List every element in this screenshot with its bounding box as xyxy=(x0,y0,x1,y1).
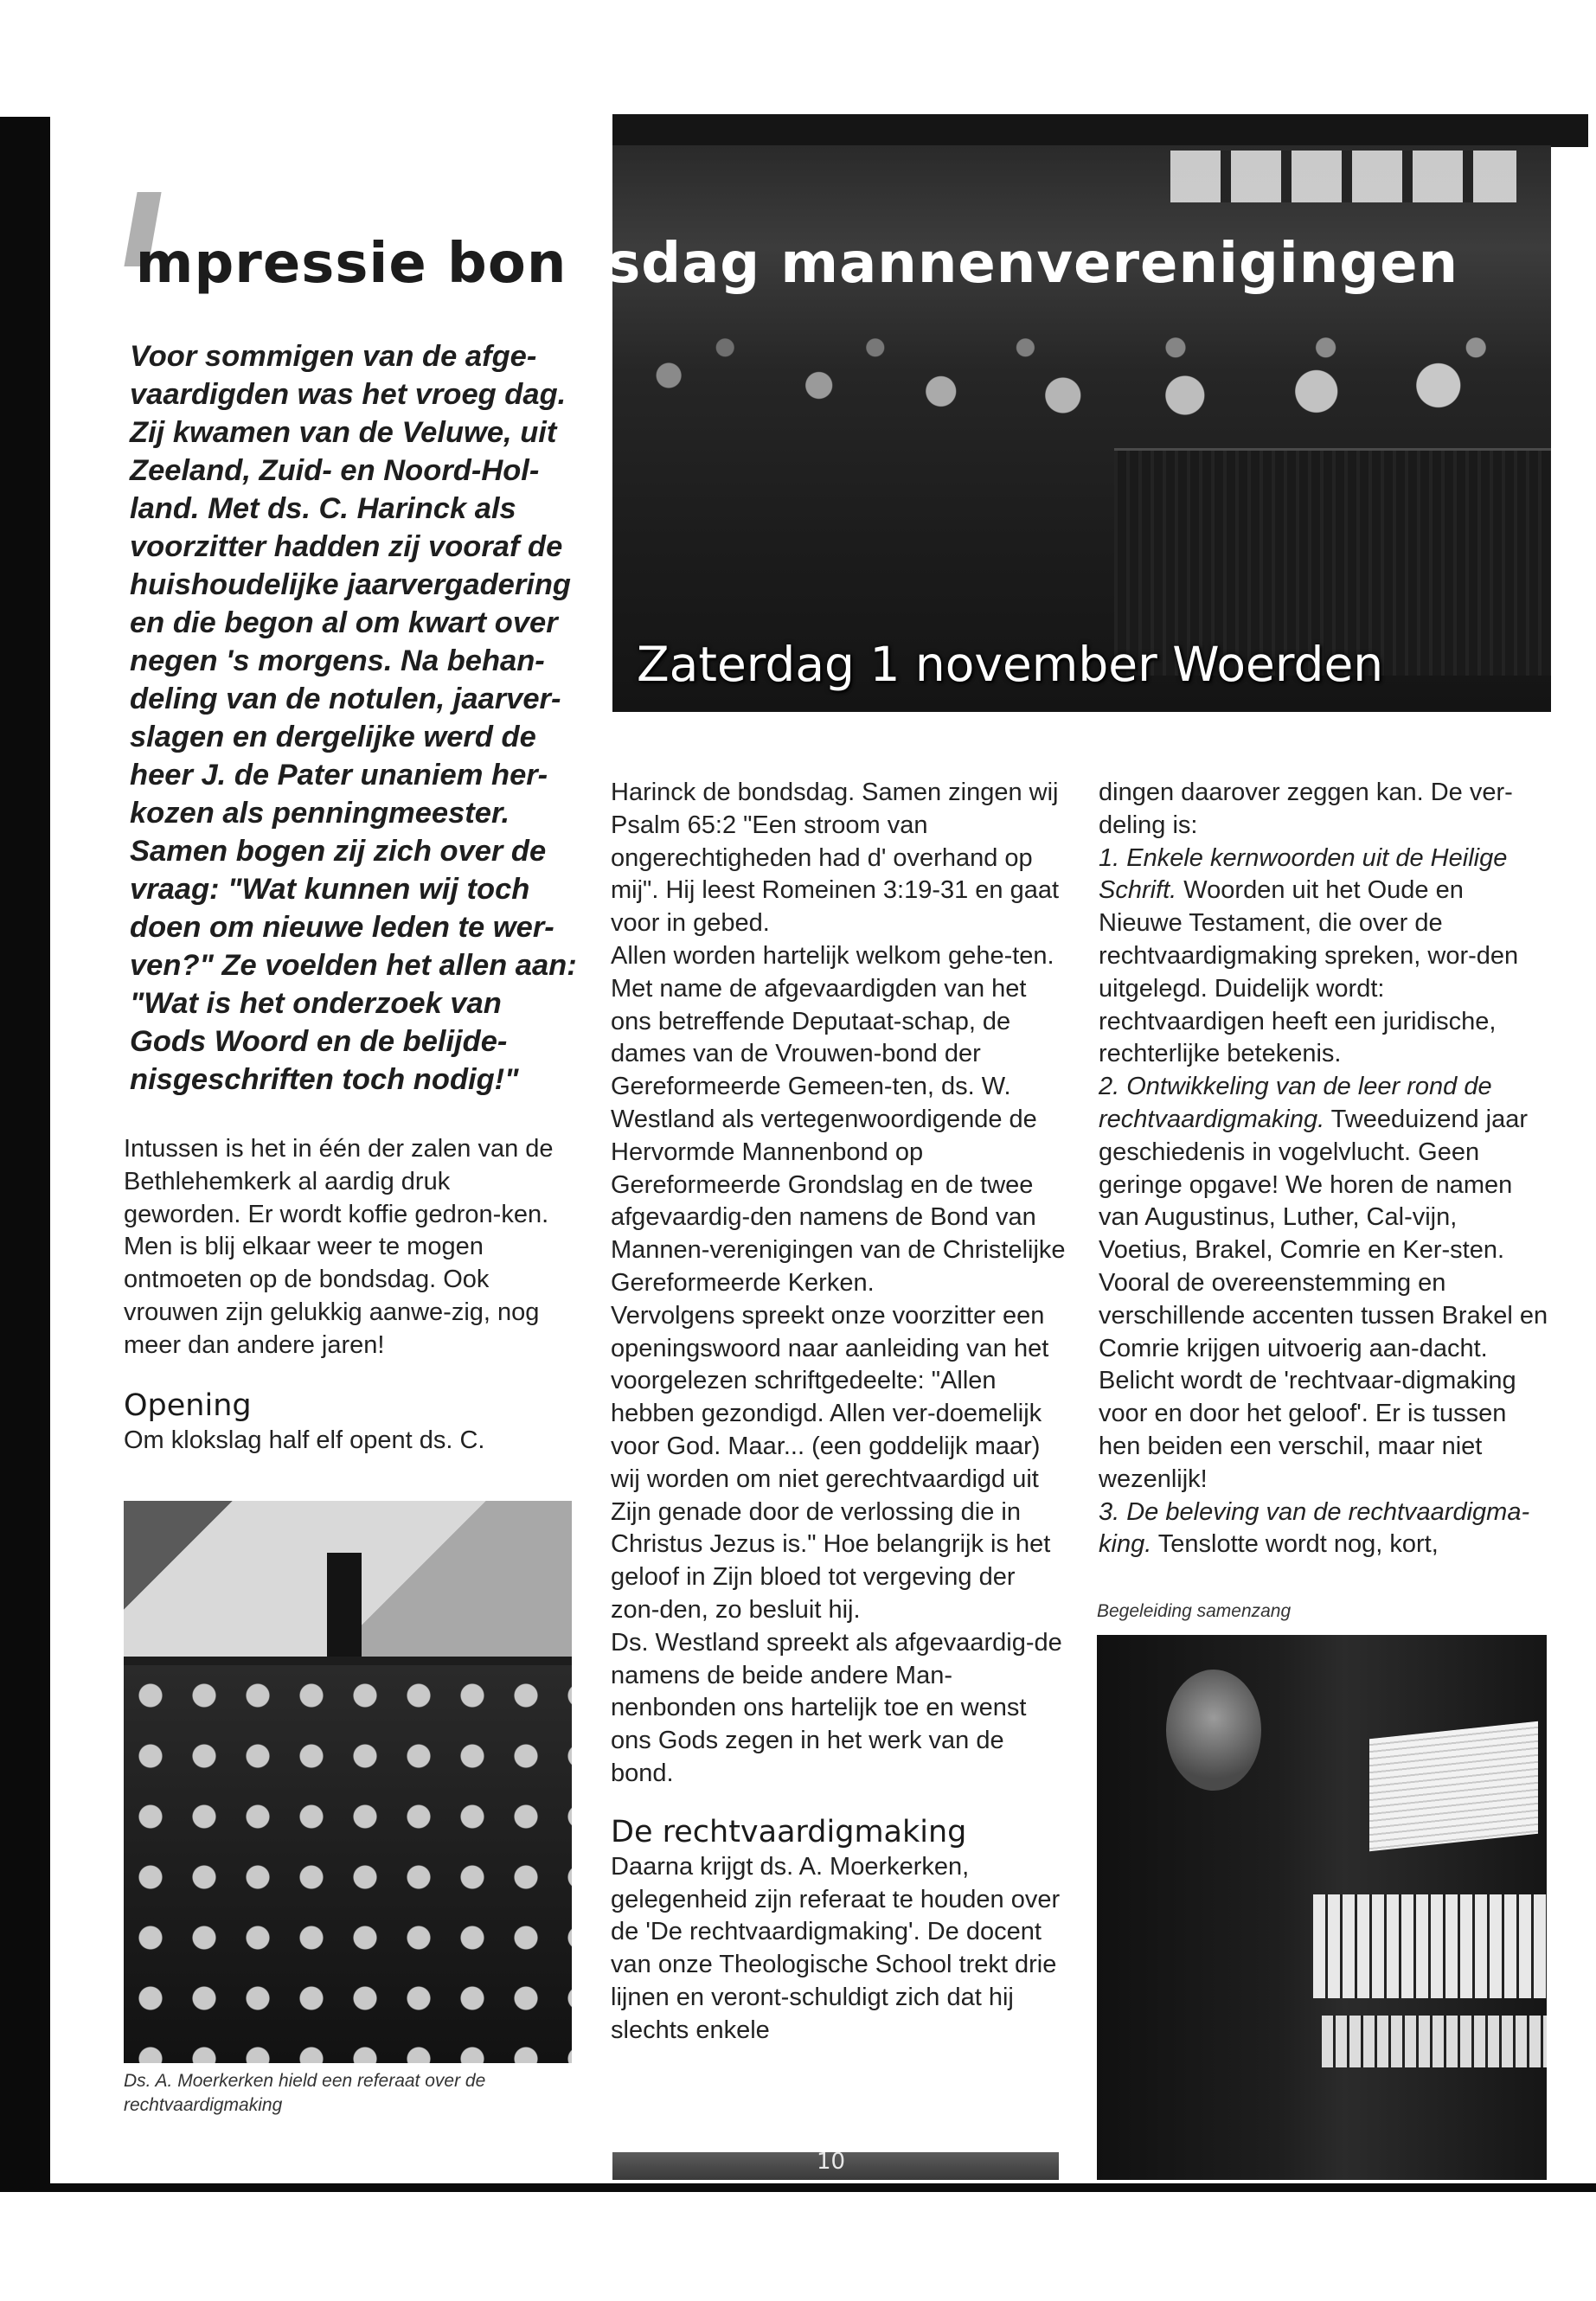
photo-audience xyxy=(124,1665,572,2063)
col3-item-2 xyxy=(1099,1071,1548,1496)
intro-paragraph: Voor sommigen van de afge-vaardigden was het vroeg dag. Zij kwamen van de Veluwe, uit Zeeland, Zuid- en Noord-Hol-land. Met ds. C. Harinck als voorzitter hadden zij vooraf de huishoudelijke jaarvergadering en die begon al om kwart over negen 's morgens. Na behan-deling van de notulen, jaarver-slagen en dergelijke werd de heer J. de Pater unaniem her-kozen als penningmeester. Samen bogen zij zich over de vraag: "Wat kunnen wij toch doen om nieuwe leden te wer-ven?" Ze voelden het allen aan: "Wat is het onderzoek van Gods Woord en de belijde-nisgeschriften toch nodig!" xyxy=(130,340,577,1096)
photo-organist-head xyxy=(1166,1670,1261,1791)
col2-paragraph-3: Vervolgens spreekt onze voorzitter een openingswoord naar aanleiding van het voorgelezen schriftgedeelte: "Allen hebben gezondigd. Allen ver-doemelijk voor God. Maar... (een goddelijk maar) wij worden om niet gerechtvaardigd uit Zijn genade door de verlossing die in Christus Jezus is." Hoe belangrijk is het geloof in Zijn bloed tot vergeving der zon-den, zo besluit hij. xyxy=(611,1301,1051,1624)
column-2 xyxy=(611,777,1069,2047)
column-1 xyxy=(124,1133,565,1457)
col3-item-1 xyxy=(1099,843,1548,1072)
photo-sheet-music xyxy=(1369,1721,1538,1851)
column-3 xyxy=(1099,777,1548,1561)
item2-heading: 2. Ontwikkeling van de leer rond de rechtvaardigmaking. xyxy=(1099,1073,1492,1133)
col2-paragraph-1: Harinck de bondsdag. Samen zingen wij Psalm 65:2 "Een stroom van ongerechtigheden had d' overhand op mij". Hij leest Romeinen 3:19-31 en gaat voor in gebed. xyxy=(611,779,1060,938)
col2-paragraph-2: Allen worden hartelijk welkom gehe-ten. Met name de afgevaardigden van het ons betreffende Deputaat-schap, de dames van de Vrouwen-bond der Gereformeerde Gemeen-ten, ds. W. Westland als vertegenwoordigende de Hervormde Mannenbond op Gereformeerde Grondslag en de twee afgevaardig-den namens de Bond van Mannen-verenigingen van de Christelijke Gereformeerde Kerken. xyxy=(611,941,1066,1297)
bottom-edge-bar xyxy=(0,2183,1596,2192)
hero-photo-congregation xyxy=(612,145,1551,712)
photo-keyboard-lower xyxy=(1322,2016,1547,2067)
hero-caption: Zaterdag 1 november Woerden xyxy=(637,637,1384,692)
item3-body: Tenslotte wordt nog, kort, xyxy=(1151,1530,1439,1559)
item1-body: Woorden uit het Oude en Nieuwe Testament, die over de rechtvaardigmaking spreken, wor-den uitgelegd. Duidelijk wordt: rechtvaardigen heeft een juridische, rechterlijke betekenis. xyxy=(1099,876,1519,1068)
col2-paragraph-4: Ds. Westland spreekt als afgevaardig-de namens de beide andere Man-nenbonden ons hartelijk toe en wenst ons Gods zegen in het werk van de bond. xyxy=(611,1628,1062,1787)
title-part-dark: mpressie bon xyxy=(135,232,567,296)
footer-bar xyxy=(612,2149,1059,2180)
col3-item-3 xyxy=(1099,1497,1548,1562)
photo-keyboard-upper xyxy=(1313,1894,1547,1998)
top-photo-bar xyxy=(612,114,1588,147)
hero-windows xyxy=(1170,151,1516,202)
caption-organ: Begeleiding samenzang xyxy=(1097,1601,1292,1621)
item3-heading: 3. De beleving van de rechtvaardigma-king. xyxy=(1099,1497,1530,1559)
photo-speaker-hall xyxy=(124,1501,572,2063)
item1-heading: 1. Enkele kernwoorden uit de Heilige Schrift. xyxy=(1099,843,1508,905)
item2-body: Tweeduizend jaar geschiedenis in vogelvlucht. Geen geringe opgave! We horen de namen van Augustinus, Luther, Cal-vijn, Voetius, Brakel, Comrie en Ker-sten. Vooral de overeenstemming en verschillende accenten tussen Brakel en Comrie krijgen uitvoerig aan-dacht. Belicht wordt de 'rechtvaar-digmaking voor en door het geloof'. Er is tussen hen beiden een verschil, maar niet wezenlijk! xyxy=(1099,1105,1548,1493)
photo-pulpit xyxy=(327,1553,362,1657)
caption-speaker: Ds. A. Moerkerken hield een referaat over de rechtvaardigmaking xyxy=(124,2071,486,2115)
col3-paragraph-1: dingen daarover zeggen kan. De ver-deling is: xyxy=(1099,779,1513,839)
heading-opening: Opening xyxy=(124,1388,252,1423)
col1-paragraph-1: Intussen is het in één der zalen van de Bethlehemkerk al aardig druk geworden. Er wordt koffie gedron-ken. Men is blij elkaar weer te mogen ontmoeten op de bondsdag. Ook vrouwen zijn gelukkig aanwe-zig, nog meer dan andere jaren! xyxy=(124,1135,554,1359)
page-number: 10 xyxy=(817,2149,846,2175)
heading-rechtvaardigmaking: De rechtvaardigmaking xyxy=(611,1814,967,1849)
col2-paragraph-5: Daarna krijgt ds. A. Moerkerken, gelegenheid zijn referaat te houden over de 'De rechtvaardigmaking'. De docent van onze Theologische School trekt drie lijnen en veront-schuldigt zich dat hij slechts enkele xyxy=(611,1852,1061,2044)
title-part-light: dsdag mannenverenigingen xyxy=(567,232,1459,296)
left-edge-bar xyxy=(0,117,50,2189)
col1-paragraph-2: Om klokslag half elf opent ds. C. xyxy=(124,1426,485,1454)
page-title xyxy=(134,232,1458,296)
photo-organist xyxy=(1097,1635,1547,2180)
